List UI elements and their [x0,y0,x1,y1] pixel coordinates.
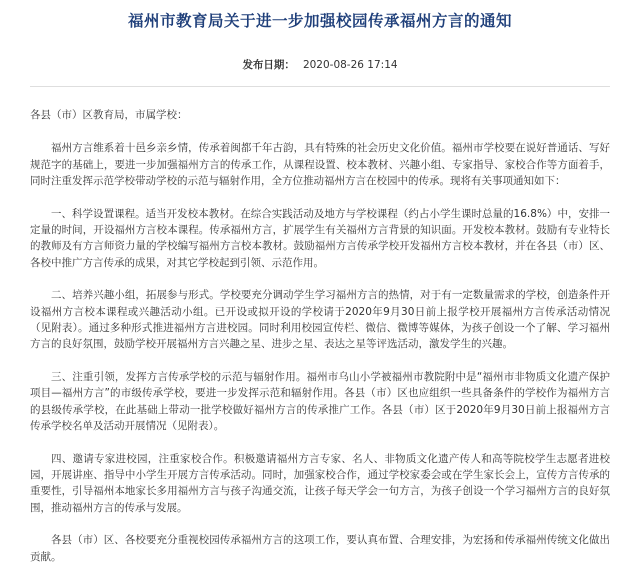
article-body [30,107,610,565]
publish-date: 2020-08-26 17:14 [302,59,398,71]
paragraph-demonstration-schools: 三、注重引领，发挥方言传承学校的示范与辐射作用。福州市乌山小学被福州市教院附中是“福州市非物质文化遗产保护项目—福州方言”的市级传承学校，要进一步发挥示范和辐射作用。各县（市）区也应组织一些具备条件的学校作为福州方言的县级传承学校，在此基础上带动一批学校做好福州方言的传承推广工作。各县（市）区于2020年9月30日前上报福州方言传承学校名单及活动开展情况（见附表）。 [30,370,610,433]
publish-label: 发布日期： [242,59,295,71]
paragraph-experts-home-school: 四、邀请专家进校园，注重家校合作。积极邀请福州方言专家、名人、非物质文化遗产传人和高等院校学生志愿者进校园，开展讲座、指导中小学生开展方言传承活动。同时，加强家校合作，通过学校家委会或在学生家长会上，宣传方言传承的重要性，引导福州本地家长多用福州方言与孩子沟通交流，让孩子每天学会一句方言，为孩子创设一个学习福州方言的良好氛围，推动福州方言的传承与发展。 [30,452,610,514]
paragraph-curriculum: 一、科学设置课程。适当开发校本教材。在综合实践活动及地方与学校课程（约占小学生课时总量的16.8%）中，安排一定量的时间，开设福州方言校本课程。传承福州方言，扩展学生有关福州方言背景的知识面。开发校本教材。鼓励有专业特长的教师及有方言师资力量的学校编写福州方言校本教材。鼓励福州方言传承学校开发福州方言校本教材，并在各县（市）区、各校中推广方言传承的成果，对其它学校起到引领、示范作用。 [30,207,610,269]
paragraph-intro: 福州方言维系着十邑乡亲乡情，传承着闽都千年古韵，具有特殊的社会历史文化价值。福州市学校要在说好普通话、写好规范字的基础上，要进一步加强福州方言的传承工作，从课程设置、校本教材、兴趣小组、专家指导、家校合作等方面着手，同时注重发挥示范学校带动学校的示范与辐射作用，全方位推动福州方言在校园中的传承。现将有关事项通知如下： [30,142,610,188]
publish-info [30,58,610,72]
title-divider [30,86,610,87]
paragraph-closing: 各县（市）区、各校要充分重视校园传承福州方言的这项工作，要认真布置、合理安排，为宏扬和传承福州传统文化做出贡献。 [30,534,610,563]
salutation: 各县（市）区教育局，市属学校： [30,109,188,121]
paragraph-interest-groups: 二、培养兴趣小组，拓展参与形式。学校要充分调动学生学习福州方言的热情，对于有一定数量需求的学校，创造条件开设福州方言校本课程或兴趣活动小组。已开设或拟开设的学校请于2020年9月30日前上报学校开展福州方言传承活动情况（见附表）。通过多种形式推进福州方言进校园。同时利用校园宣传栏、微信、微博等媒体，为孩子创设一个了解、学习福州方言的良好氛围，鼓励学校开展福州方言兴趣之星、进步之星、表达之星等评选活动，激发学生的兴趣。 [30,289,610,351]
article-title: 福州市教育局关于进一步加强校园传承福州方言的通知 [127,12,512,30]
